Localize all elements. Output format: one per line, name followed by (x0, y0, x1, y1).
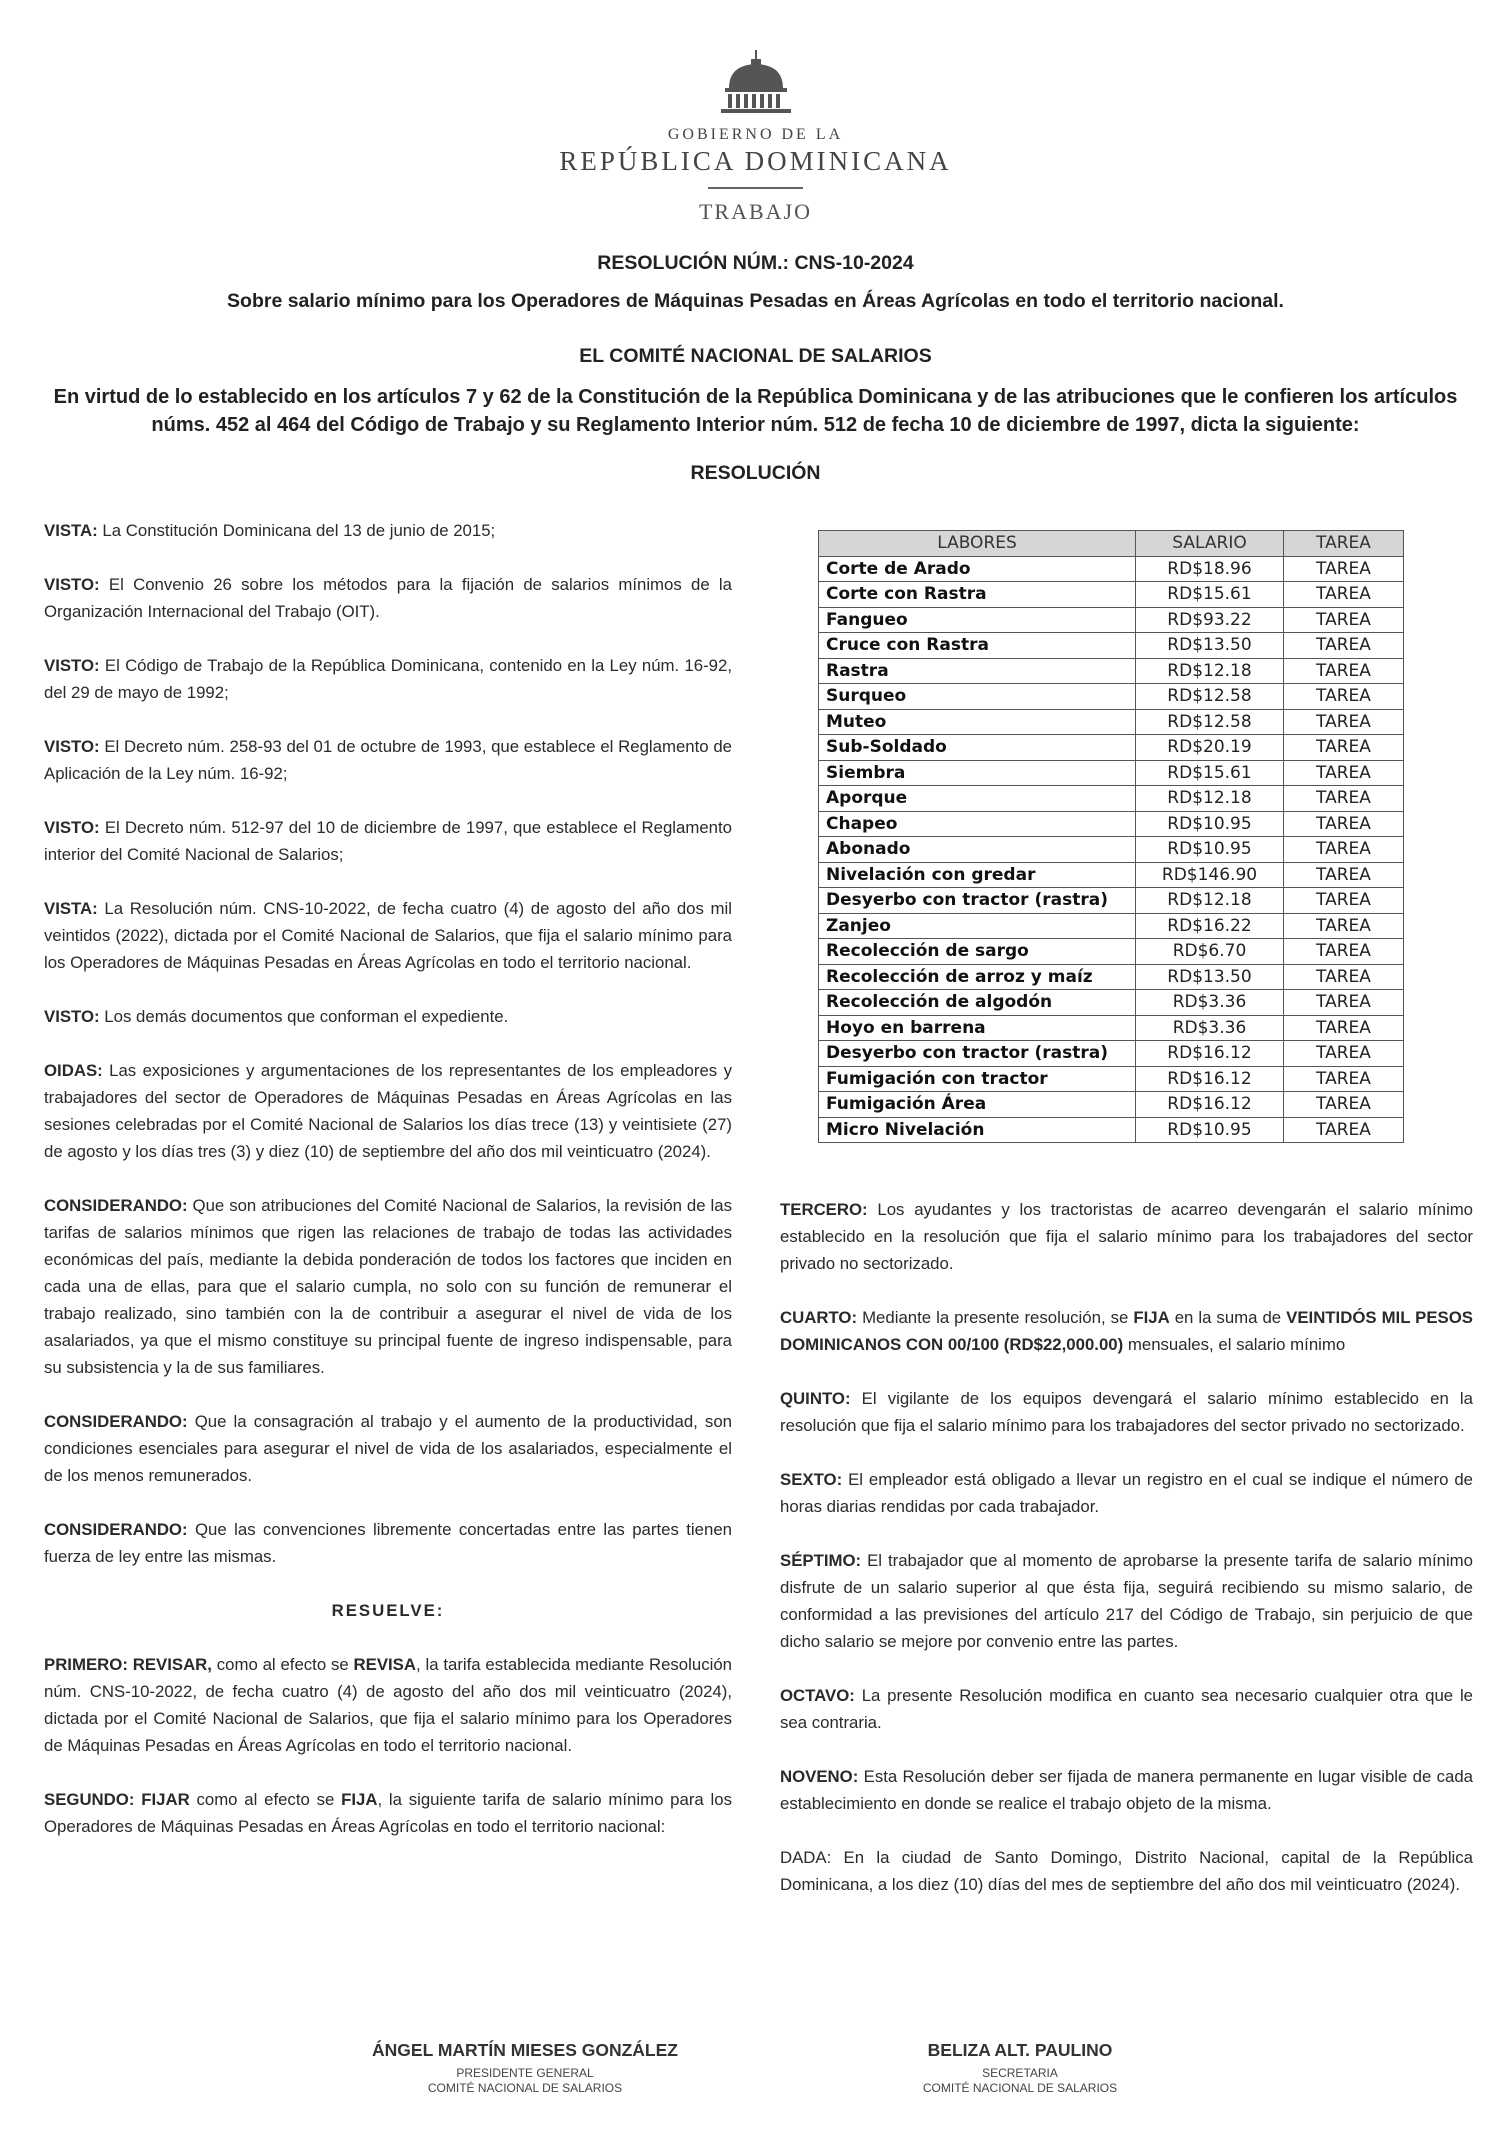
cell-tarea: TAREA (1284, 760, 1404, 786)
considerando-item: CONSIDERANDO: Que las convenciones libremente concertadas entre las partes tienen fuerza de ley entre las mismas. (44, 1520, 732, 1566)
cell-labor: Chapeo (819, 811, 1136, 837)
table-row (819, 888, 1404, 914)
cell-salario: RD$13.50 (1136, 633, 1284, 659)
article-primero: PRIMERO: REVISAR, como al efecto se REVISA, la tarifa establecida mediante Resolución núm. CNS-10-2022, de fecha cuatro (4) de agosto del año dos mil veinticuatro (2024), dictada por el Comité Nacional de Salarios, que fija el salario mínimo para los Operadores de Máquinas Pesadas en Áreas Agrícolas en todo el territorio nacional. (44, 1655, 732, 1755)
article-sexto: SEXTO: El empleador está obligado a llevar un registro en el cual se indique el número de horas diarias rendidas por cada trabajador. (780, 1470, 1473, 1516)
table-row (819, 939, 1404, 965)
table-row (819, 913, 1404, 939)
cell-labor: Corte con Rastra (819, 582, 1136, 608)
cell-labor: Sub-Soldado (819, 735, 1136, 761)
cell-labor: Fumigación Área (819, 1092, 1136, 1118)
cell-tarea: TAREA (1284, 1066, 1404, 1092)
cell-labor: Siembra (819, 760, 1136, 786)
signatory-role: SECRETARIA COMITÉ NACIONAL DE SALARIOS (922, 2066, 1118, 2095)
cell-salario: RD$93.22 (1136, 607, 1284, 633)
right-column (780, 1196, 1473, 1925)
department-name: TRABAJO (698, 199, 812, 224)
table-row (819, 607, 1404, 633)
cell-labor: Aporque (819, 786, 1136, 812)
article-quinto: QUINTO: El vigilante de los equipos devengará el salario mínimo establecido en la resolución que fija el salario mínimo para los trabajadores del sector privado no sectorizado. (780, 1389, 1473, 1435)
cell-tarea: TAREA (1284, 990, 1404, 1016)
signature-president (330, 2040, 720, 2096)
cell-salario: RD$16.12 (1136, 1066, 1284, 1092)
cell-tarea: TAREA (1284, 786, 1404, 812)
divider (708, 187, 803, 189)
cell-tarea: TAREA (1284, 1117, 1404, 1143)
table-row (819, 556, 1404, 582)
cell-tarea: TAREA (1284, 556, 1404, 582)
cell-labor: Muteo (819, 709, 1136, 735)
table-row (819, 1041, 1404, 1067)
header-tarea: TAREA (1284, 531, 1404, 557)
cell-labor: Fumigación con tractor (819, 1066, 1136, 1092)
cell-labor: Abonado (819, 837, 1136, 863)
resolution-number: RESOLUCIÓN NÚM.: CNS-10-2024 (597, 252, 914, 274)
considerando-item: VISTO: El Convenio 26 sobre los métodos para la fijación de salarios mínimos de la Organización Internacional del Trabajo (OIT). (44, 575, 732, 621)
article-segundo: SEGUNDO: FIJAR como al efecto se FIJA, la siguiente tarifa de salario mínimo para los Operadores de Máquinas Pesadas en Áreas Agrícolas en todo el territorio nacional: (44, 1790, 732, 1836)
article-noveno: NOVENO: Esta Resolución deber ser fijada de manera permanente en lugar visible de cada establecimiento en donde se realice el trabajo objeto de la misma. (780, 1767, 1473, 1813)
table-row (819, 582, 1404, 608)
cell-labor: Corte de Arado (819, 556, 1136, 582)
cell-salario: RD$18.96 (1136, 556, 1284, 582)
cell-salario: RD$13.50 (1136, 964, 1284, 990)
table-row (819, 684, 1404, 710)
header-salario: SALARIO (1136, 531, 1284, 557)
table-row (819, 862, 1404, 888)
cell-labor: Cruce con Rastra (819, 633, 1136, 659)
cell-labor: Micro Nivelación (819, 1117, 1136, 1143)
cell-labor: Recolección de sargo (819, 939, 1136, 965)
cell-labor: Recolección de algodón (819, 990, 1136, 1016)
signatory-name: BELIZA ALT. PAULINO (927, 2040, 1113, 2060)
cell-salario: RD$10.95 (1136, 811, 1284, 837)
cell-labor: Fangueo (819, 607, 1136, 633)
considerando-item: OIDAS: Las exposiciones y argumentaciones de los representantes de los empleadores y trabajadores del sector de Operadores de Máquinas Pesadas en Áreas Agrícolas en las sesiones celebradas por el Comité Nacional de Salarios los días trece (13) y veintisiete (27) de agosto y los días tres (3) y diez (10) de septiembre del año dos mil veinticuatro (2024). (44, 1061, 732, 1161)
cell-tarea: TAREA (1284, 709, 1404, 735)
cell-labor: Desyerbo con tractor (rastra) (819, 1041, 1136, 1067)
salary-table (818, 530, 1404, 1143)
considerando-item: VISTO: El Decreto núm. 258-93 del 01 de octubre de 1993, que establece el Reglamento de Aplicación de la Ley núm. 16-92; (44, 737, 732, 783)
table-row (819, 709, 1404, 735)
capitol-dome-icon (719, 50, 793, 116)
cell-tarea: TAREA (1284, 964, 1404, 990)
signatory-name: ÁNGEL MARTÍN MIESES GONZÁLEZ (372, 2040, 678, 2060)
table-row (819, 1015, 1404, 1041)
cell-salario: RD$10.95 (1136, 837, 1284, 863)
cell-labor: Recolección de arroz y maíz (819, 964, 1136, 990)
cell-tarea: TAREA (1284, 1041, 1404, 1067)
cell-tarea: TAREA (1284, 633, 1404, 659)
article-octavo: OCTAVO: La presente Resolución modifica en cuanto sea necesario cualquier otra que le sea contraria. (780, 1686, 1473, 1732)
cell-tarea: TAREA (1284, 888, 1404, 914)
cell-tarea: TAREA (1284, 811, 1404, 837)
cell-salario: RD$12.18 (1136, 888, 1284, 914)
intro-paragraph: En virtud de lo establecido en los artículos 7 y 62 de la Constitución de la República Dominicana y de las atribuciones que le confieren los artículos núms. 452 al 464 del Código de Trabajo y su Reglamento Interior núm. 512 de fecha 10 de diciembre de 1997, dicta la siguiente: (53, 386, 1458, 436)
table-header-row (819, 531, 1404, 557)
cell-salario: RD$16.22 (1136, 913, 1284, 939)
considerando-item: VISTA: La Resolución núm. CNS-10-2022, de fecha cuatro (4) de agosto del año dos mil veintidos (2022), dictada por el Comité Nacional de Salarios, que fija el salario mínimo para los Operadores de Máquinas Pesadas en Áreas Agrícolas en todo el territorio nacional. (44, 899, 732, 972)
table-row (819, 837, 1404, 863)
table-row (819, 1092, 1404, 1118)
table-row (819, 1117, 1404, 1143)
committee-heading: EL COMITÉ NACIONAL DE SALARIOS (579, 345, 932, 367)
resuelve-heading: RESUELVE: (331, 1601, 445, 1620)
cell-salario: RD$6.70 (1136, 939, 1284, 965)
cell-salario: RD$146.90 (1136, 862, 1284, 888)
considerando-item: CONSIDERANDO: Que son atribuciones del Comité Nacional de Salarios, la revisión de las tarifas de salarios mínimos que rigen las relaciones de trabajo de todas las actividades económicas del país, mediante la debida ponderación de todos los factores que inciden en cada una de ellas, para que el salario cumpla, no solo con su función de remunerar el trabajo realizado, sino también con la de contribuir a asegurar el nivel de vida de los asalariados, ya que el mismo constituye su principal fuente de ingreso indispensable, para su subsistencia y la de sus familiares. (44, 1196, 732, 1377)
considerando-item: VISTO: El Decreto núm. 512-97 del 10 de diciembre de 1997, que establece el Reglamento interior del Comité Nacional de Salarios; (44, 818, 732, 864)
article-septimo: SÉPTIMO: El trabajador que al momento de aprobarse la presente tarifa de salario mínimo disfrute de un salario superior al que ésta fija, seguirá recibiendo su mismo salario, de conformidad a las previsiones del artículo 217 del Código de Trabajo, sin perjuicio de que dicho salario se mejore por convenio entre las partes. (780, 1551, 1473, 1651)
cell-tarea: TAREA (1284, 1092, 1404, 1118)
considerando-item: CONSIDERANDO: Que la consagración al trabajo y el aumento de la productividad, son condiciones esenciales para asegurar el nivel de vida de los asalariados, especialmente el de los menos remunerados. (44, 1412, 732, 1485)
cell-salario: RD$16.12 (1136, 1092, 1284, 1118)
cell-tarea: TAREA (1284, 913, 1404, 939)
table-row (819, 786, 1404, 812)
dada-statement: DADA: En la ciudad de Santo Domingo, Distrito Nacional, capital de la República Dominicana, a los diez (10) días del mes de septiembre del año dos mil veinticuatro (2024). (780, 1848, 1473, 1894)
considerando-item: VISTA: La Constitución Dominicana del 13 de junio de 2015; (44, 521, 496, 540)
gov-line-2: REPÚBLICA DOMINICANA (559, 146, 952, 176)
cell-tarea: TAREA (1284, 582, 1404, 608)
considerando-item: VISTO: Los demás documentos que conforman el expediente. (44, 1007, 509, 1026)
table-row (819, 964, 1404, 990)
resolution-heading: RESOLUCIÓN (690, 462, 821, 484)
government-header (0, 50, 1511, 225)
cell-salario: RD$16.12 (1136, 1041, 1284, 1067)
considerando-item: VISTO: El Código de Trabajo de la República Dominicana, contenido en la Ley núm. 16-92, del 29 de mayo de 1992; (44, 656, 732, 702)
cell-labor: Zanjeo (819, 913, 1136, 939)
cell-labor: Surqueo (819, 684, 1136, 710)
signature-secretary (860, 2040, 1180, 2096)
left-column (44, 517, 732, 1867)
cell-tarea: TAREA (1284, 1015, 1404, 1041)
cell-labor: Nivelación con gredar (819, 862, 1136, 888)
cell-tarea: TAREA (1284, 735, 1404, 761)
cell-salario: RD$15.61 (1136, 760, 1284, 786)
table-row (819, 1066, 1404, 1092)
cell-tarea: TAREA (1284, 837, 1404, 863)
cell-salario: RD$3.36 (1136, 990, 1284, 1016)
table-row (819, 658, 1404, 684)
cell-salario: RD$20.19 (1136, 735, 1284, 761)
cell-salario: RD$15.61 (1136, 582, 1284, 608)
cell-labor: Rastra (819, 658, 1136, 684)
signatory-role: PRESIDENTE GENERAL COMITÉ NACIONAL DE SALARIOS (427, 2066, 623, 2095)
gov-line-1: GOBIERNO DE LA (667, 126, 844, 143)
article-cuarto: CUARTO: Mediante la presente resolución, se FIJA en la suma de VEINTIDÓS MIL PESOS DOMINICANOS CON 00/100 (RD$22,000.00) mensuales, el salario mínimo (780, 1308, 1473, 1354)
header-labores: LABORES (819, 531, 1136, 557)
cell-tarea: TAREA (1284, 684, 1404, 710)
cell-salario: RD$12.18 (1136, 658, 1284, 684)
cell-labor: Hoyo en barrena (819, 1015, 1136, 1041)
cell-salario: RD$12.18 (1136, 786, 1284, 812)
cell-tarea: TAREA (1284, 862, 1404, 888)
cell-salario: RD$3.36 (1136, 1015, 1284, 1041)
table-row (819, 760, 1404, 786)
table-row (819, 633, 1404, 659)
cell-tarea: TAREA (1284, 658, 1404, 684)
article-tercero: TERCERO: Los ayudantes y los tractoristas de acarreo devengarán el salario mínimo establecido en la resolución que fija el salario mínimo para los trabajadores del sector privado no sectorizado. (780, 1200, 1473, 1273)
cell-salario: RD$10.95 (1136, 1117, 1284, 1143)
table-row (819, 735, 1404, 761)
table-row (819, 990, 1404, 1016)
cell-salario: RD$12.58 (1136, 709, 1284, 735)
resolution-subject: Sobre salario mínimo para los Operadores de Máquinas Pesadas en Áreas Agrícolas en todo el territorio nacional. (227, 290, 1284, 312)
table-row (819, 811, 1404, 837)
cell-salario: RD$12.58 (1136, 684, 1284, 710)
cell-tarea: TAREA (1284, 939, 1404, 965)
cell-tarea: TAREA (1284, 607, 1404, 633)
cell-labor: Desyerbo con tractor (rastra) (819, 888, 1136, 914)
